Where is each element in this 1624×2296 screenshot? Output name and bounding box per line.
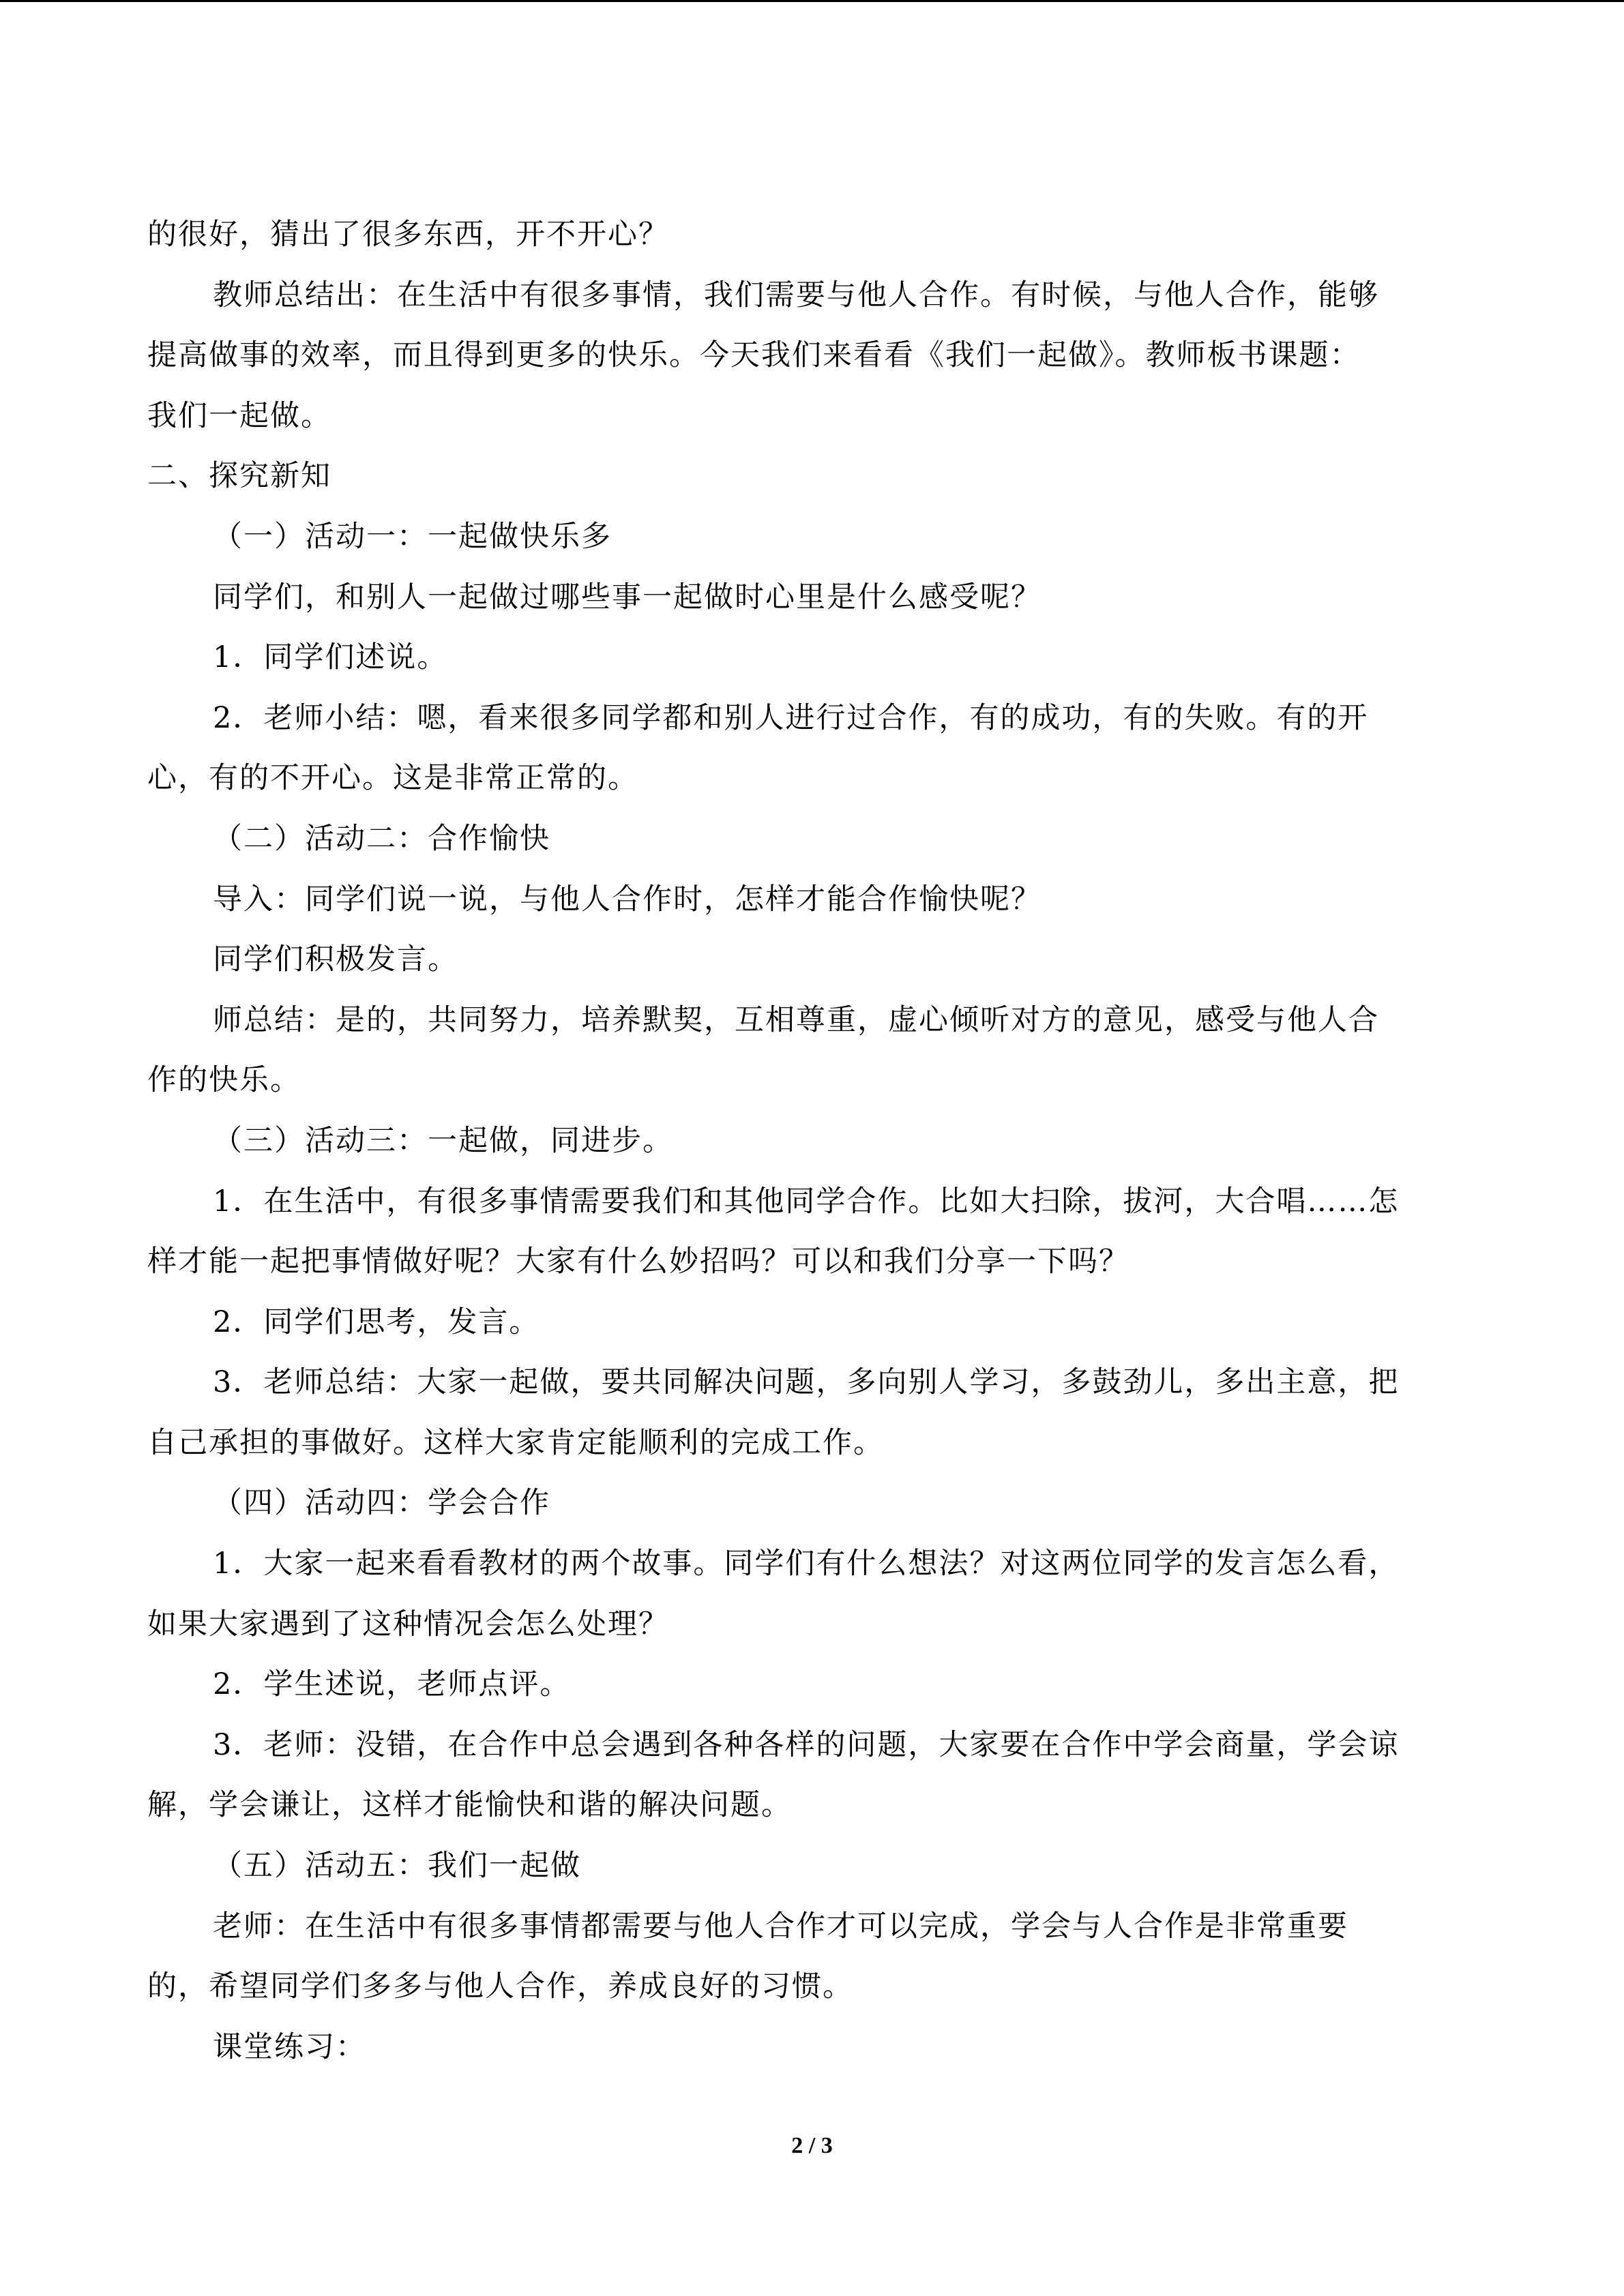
text-line: 1．同学们述说。 <box>213 640 448 675</box>
text-line: 解，学会谦让，这样才能愉快和谐的解决问题。 <box>147 1788 792 1823</box>
text-line: 2．学生述说，老师点评。 <box>213 1667 571 1702</box>
text-line: 导入：同学们说一说，与他人合作时，怎样才能合作愉快呢？ <box>213 882 1042 916</box>
subsection-heading: （四）活动四：学会合作 <box>213 1486 550 1521</box>
document-body <box>147 205 1477 2077</box>
text-line: 心，有的不开心。这是非常正常的。 <box>147 761 638 796</box>
text-line: 的，希望同学们多多与他人合作，养成良好的习惯。 <box>147 1969 853 2004</box>
text-line: 同学们积极发言。 <box>213 942 458 977</box>
text-line: 作的快乐。 <box>147 1063 301 1098</box>
text-line: 3．老师：没错，在合作中总会遇到各种各样的问题，大家要在合作中学会商量，学会谅 <box>213 1727 1400 1762</box>
text-line: 1．大家一起来看看教材的两个故事。同学们有什么想法？对这两位同学的发言怎么看， <box>213 1547 1400 1581</box>
text-line: 如果大家遇到了这种情况会怎么处理？ <box>147 1607 669 1641</box>
subsection-heading: （一）活动一：一起做快乐多 <box>213 519 612 554</box>
subsection-heading: （三）活动三：一起做，同进步。 <box>213 1123 673 1158</box>
text-line: 的很好，猜出了很多东西，开不开心？ <box>147 218 669 252</box>
text-line: 课堂练习： <box>213 2029 366 2064</box>
subsection-heading: （五）活动五：我们一起做 <box>213 1849 581 1883</box>
text-line: 教师总结出：在生活中有很多事情，我们需要与他人合作。有时候，与他人合作，能够 <box>213 278 1379 312</box>
top-border-rule <box>0 0 1624 2</box>
text-line: 2．同学们思考，发言。 <box>213 1304 540 1339</box>
subsection-heading: （二）活动二：合作愉快 <box>213 821 550 856</box>
text-line: 样才能一起把事情做好呢？大家有什么妙招吗？可以和我们分享一下吗？ <box>147 1244 1130 1279</box>
text-line: 1．在生活中，有很多事情需要我们和其他同学合作。比如大扫除，拔河，大合唱……怎 <box>213 1184 1400 1219</box>
text-line: 我们一起做。 <box>147 398 331 433</box>
text-line: 提高做事的效率，而且得到更多的快乐。今天我们来看看《我们一起做》。教师板书课题： <box>147 338 1361 373</box>
section-heading: 二、探究新知 <box>147 459 331 494</box>
text-line: 2．老师小结：嗯，看来很多同学都和别人进行过合作，有的成功，有的失败。有的开 <box>213 700 1369 735</box>
text-line: 3．老师总结：大家一起做，要共同解决问题，多向别人学习，多鼓劲儿，多出主意，把 <box>213 1365 1400 1400</box>
page-number: 2 / 3 <box>791 2133 833 2158</box>
text-line: 老师：在生活中有很多事情都需要与他人合作才可以完成，学会与人合作是非常重要 <box>213 1909 1348 1943</box>
text-line: 自己承担的事做好。这样大家肯定能顺利的完成工作。 <box>147 1425 884 1460</box>
text-line: 师总结：是的，共同努力，培养默契，互相尊重，虚心倾听对方的意见，感受与他人合 <box>213 1002 1379 1037</box>
text-line: 同学们，和别人一起做过哪些事一起做时心里是什么感受呢？ <box>213 580 1042 614</box>
